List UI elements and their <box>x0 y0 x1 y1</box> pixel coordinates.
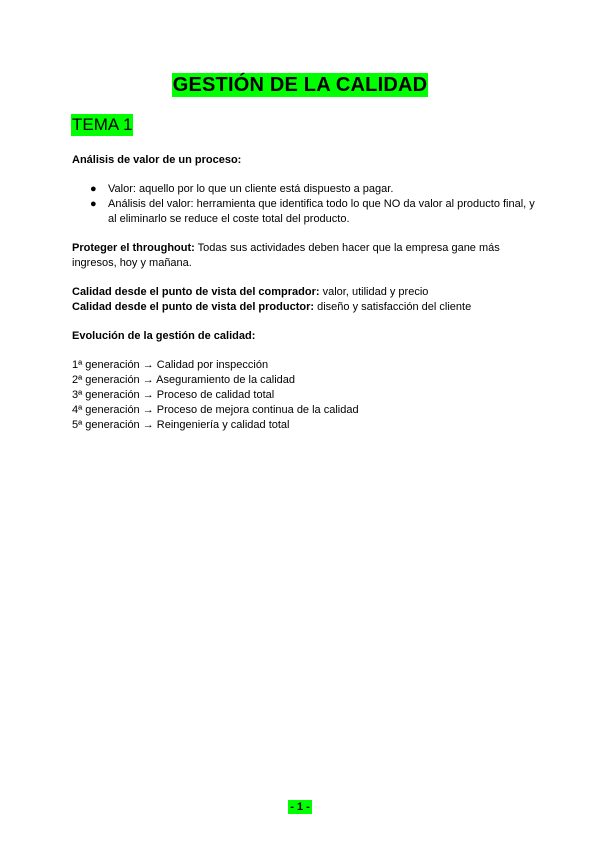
evolucion-heading: Evolución de la gestión de calidad: <box>72 330 256 342</box>
generation-item: 1ª generación → Calidad por inspección <box>72 359 269 371</box>
page-number: - 1 - <box>290 801 310 813</box>
bullet-icon: ● <box>90 198 97 210</box>
list-item <box>72 182 542 197</box>
bullet-icon: ● <box>90 183 97 195</box>
throughput-paragraph <box>72 241 500 256</box>
analisis-heading: Análisis de valor de un proceso: <box>72 154 242 166</box>
generation-item: 5ª generación → Reingeniería y calidad total <box>72 419 290 431</box>
calidad-productor-label: Calidad desde el punto de vista del productor: <box>72 301 315 313</box>
generation-item: 2ª generación → Aseguramiento de la calidad <box>72 374 295 386</box>
section-heading-tema: TEMA 1 <box>72 115 133 134</box>
footer-wrapper <box>0 797 600 815</box>
page-title: GESTIÓN DE LA CALIDAD <box>172 74 428 96</box>
throughput-label: Proteger el throughout: <box>72 242 195 254</box>
calidad-comprador-line <box>72 285 428 300</box>
bullet-list <box>72 182 542 227</box>
calidad-productor-line <box>72 300 471 315</box>
title-wrapper <box>0 73 600 97</box>
generation-item: 3ª generación → Proceso de calidad total <box>72 389 275 401</box>
calidad-comprador-text: valor, utilidad y precio <box>319 286 429 298</box>
calidad-productor-text: diseño y satisfacción del cliente <box>314 301 472 313</box>
list-item-text: Análisis del valor: herramienta que identifica todo lo que NO da valor al producto final, y al eliminarlo se reduce el coste total del producto. <box>108 198 535 225</box>
throughput-text: Todas sus actividades deben hacer que la empresa gane más <box>194 242 500 254</box>
list-item-text: Valor: aquello por lo que un cliente está dispuesto a pagar. <box>108 183 394 195</box>
generation-item: 4ª generación → Proceso de mejora continua de la calidad <box>72 404 359 416</box>
list-item <box>72 197 542 227</box>
throughput-paragraph-continued: ingresos, hoy y mañana. <box>72 257 192 269</box>
generation-list <box>72 358 359 433</box>
calidad-comprador-label: Calidad desde el punto de vista del comprador: <box>72 286 320 298</box>
